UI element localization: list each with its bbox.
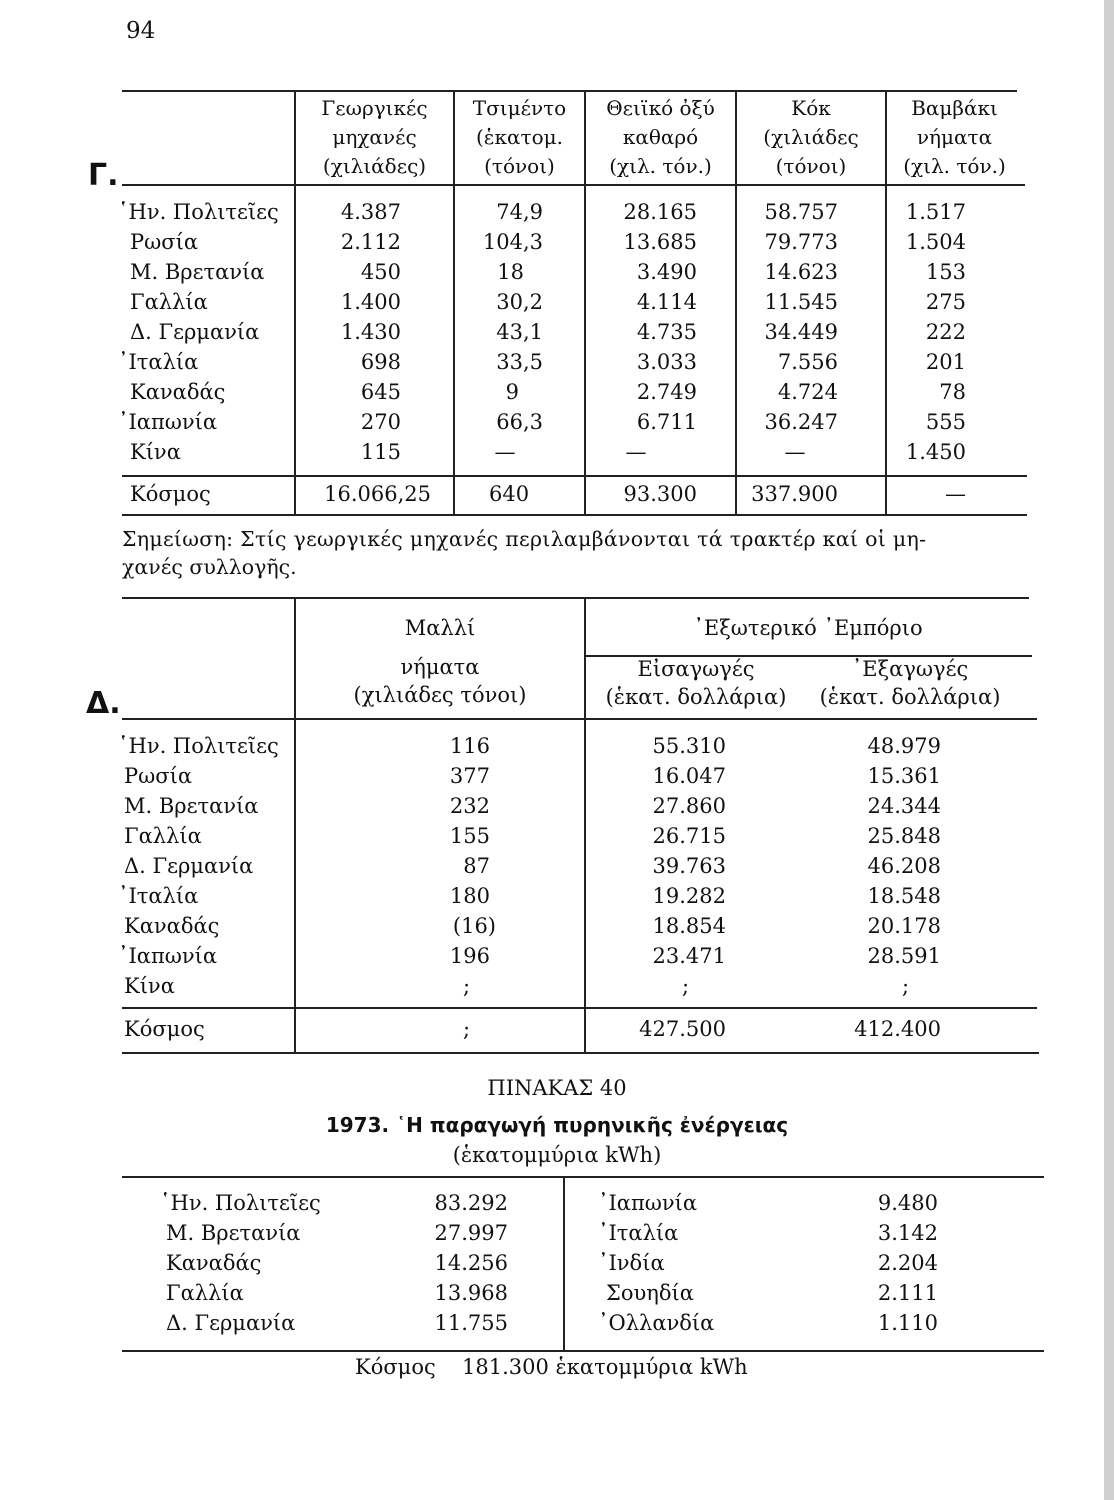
section-label-d: Δ. — [86, 686, 121, 721]
cell-exports: ; — [902, 974, 910, 998]
row-country: Καναδάς — [124, 914, 220, 938]
bottom-rule — [122, 1052, 1039, 1054]
cell-cotton-yarn: 1.450 — [905, 440, 966, 464]
total-sulfuric-acid: 93.300 — [623, 482, 697, 506]
cell-exports: 28.591 — [867, 944, 941, 968]
row-country: Κίνα — [130, 440, 181, 464]
cell-cement: 18 — [497, 260, 524, 284]
cell-exports: 18.548 — [867, 884, 941, 908]
right-country: ᾿Ιαπωνία — [598, 1191, 698, 1215]
row-country: ᾿Ιταλία — [118, 884, 199, 908]
cell-imports: 18.854 — [652, 914, 726, 938]
left-country: Δ. Γερμανία — [166, 1311, 296, 1335]
left-country: Καναδάς — [166, 1251, 262, 1275]
cell-cotton-yarn: 275 — [925, 290, 966, 314]
right-value: 9.480 — [877, 1191, 938, 1215]
col-divider — [563, 1176, 565, 1352]
cell-machinery: 2.112 — [340, 230, 401, 254]
cell-cotton-yarn: 1.517 — [905, 200, 966, 224]
cell-sulfuric-acid: 28.165 — [623, 200, 697, 224]
cell-sulfuric-acid: 4.114 — [636, 290, 697, 314]
cell-imports: 23.471 — [652, 944, 726, 968]
row-country: Δ. Γερμανία — [130, 320, 260, 344]
cell-imports: 19.282 — [652, 884, 726, 908]
header-rule — [122, 184, 1025, 186]
row-country: Κίνα — [124, 974, 175, 998]
cell-wool: 87 — [463, 854, 490, 878]
note-line: Σημείωση: Στίς γεωργικές μηχανές περιλαμβάνονται τά τρακτέρ καί οἱ μη- — [122, 527, 927, 551]
cell-sulfuric-acid: 4.735 — [636, 320, 697, 344]
row-country: Ρωσία — [130, 230, 199, 254]
cell-sulfuric-acid: — — [625, 440, 647, 464]
table-title: 1973. ῾Η παραγωγή πυρηνικῆς ἐνέργειας — [325, 1113, 789, 1137]
cell-wool: 155 — [449, 824, 490, 848]
imports-unit: (ἑκατ. δολλάρια) — [605, 685, 787, 709]
exports-unit: (ἑκατ. δολλάρια) — [819, 685, 1001, 709]
left-country: Γαλλία — [166, 1281, 244, 1305]
cell-wool: 377 — [449, 764, 490, 788]
row-country: ᾿Ιαπωνία — [118, 410, 218, 434]
cell-sulfuric-acid: 13.685 — [623, 230, 697, 254]
cell-machinery: 698 — [360, 350, 401, 374]
cell-coke: — — [784, 440, 806, 464]
left-value: 83.292 — [434, 1191, 508, 1215]
trade-header: ᾿Εξωτερικό ᾿Εμπόριο — [693, 616, 923, 640]
left-value: 27.997 — [434, 1221, 508, 1245]
cell-imports: 16.047 — [652, 764, 726, 788]
page-edge-shadow — [1104, 0, 1114, 1500]
cell-machinery: 115 — [360, 440, 401, 464]
cell-coke: 36.247 — [764, 410, 838, 434]
row-country: Μ. Βρετανία — [130, 260, 265, 284]
cell-wool: 232 — [449, 794, 490, 818]
imports-header: Εἰσαγωγές — [637, 657, 755, 681]
row-country: ῾Ην. Πολιτεῖες — [118, 734, 279, 758]
cell-coke: 4.724 — [777, 380, 838, 404]
world-value: 181.300 ἑκατομμύρια kWh — [462, 1355, 748, 1379]
cell-cement: — — [494, 440, 516, 464]
right-value: 2.111 — [877, 1281, 938, 1305]
total-rule — [122, 1007, 1037, 1009]
cell-machinery: 1.400 — [340, 290, 401, 314]
left-country: Μ. Βρετανία — [166, 1221, 301, 1245]
cell-exports: 24.344 — [867, 794, 941, 818]
cell-machinery: 1.430 — [340, 320, 401, 344]
note-line: χανές συλλογῆς. — [122, 555, 297, 579]
cell-machinery: 4.387 — [340, 200, 401, 224]
cell-cement: 30,2 — [496, 290, 543, 314]
total-wool: ; — [463, 1017, 471, 1041]
cell-imports: 26.715 — [652, 824, 726, 848]
cell-cotton-yarn: 555 — [925, 410, 966, 434]
row-country: Καναδάς — [130, 380, 226, 404]
row-country: ῾Ην. Πολιτεῖες — [118, 200, 279, 224]
cell-coke: 58.757 — [764, 200, 838, 224]
cell-imports: 39.763 — [652, 854, 726, 878]
right-country: ᾿Ολλανδία — [598, 1311, 715, 1335]
cell-imports: ; — [682, 974, 690, 998]
cell-coke: 79.773 — [764, 230, 838, 254]
total-label: Κόσμος — [124, 1017, 205, 1041]
total-cotton-yarn: — — [945, 482, 966, 506]
row-country: Μ. Βρετανία — [124, 794, 259, 818]
cell-cotton-yarn: 222 — [925, 320, 966, 344]
cell-cotton-yarn: 201 — [925, 350, 966, 374]
cell-sulfuric-acid: 3.033 — [636, 350, 697, 374]
cell-coke: 14.623 — [764, 260, 838, 284]
right-country: ᾿Ιταλία — [598, 1221, 679, 1245]
wool-header-title: Μαλλί — [404, 616, 476, 640]
column-header-cement: Τσιμέντο (ἑκατομ. (τόνοι) — [472, 96, 567, 178]
row-country: ᾿Ιταλία — [118, 350, 199, 374]
cell-wool: 116 — [449, 734, 490, 758]
left-country: ῾Ην. Πολιτεῖες — [160, 1191, 321, 1215]
total-imports: 427.500 — [639, 1017, 726, 1041]
section-label-g: Γ. — [88, 158, 119, 193]
wool-header-sub: νήματα — [400, 655, 480, 679]
column-header-sulfuric-acid: Θειϊκό ὀξύ καθαρό (χιλ. τόν.) — [606, 96, 715, 178]
row-country: ᾿Ιαπωνία — [118, 944, 218, 968]
top-rule — [122, 90, 1017, 92]
cell-sulfuric-acid: 2.749 — [636, 380, 697, 404]
page-number: 94 — [126, 18, 156, 44]
cell-coke: 11.545 — [764, 290, 838, 314]
right-value: 2.204 — [877, 1251, 938, 1275]
cell-exports: 20.178 — [867, 914, 941, 938]
right-country: ᾿Ινδία — [598, 1251, 665, 1275]
top-rule — [122, 1176, 1044, 1178]
cell-machinery: 450 — [360, 260, 401, 284]
cell-machinery: 270 — [360, 410, 401, 434]
row-country: Δ. Γερμανία — [124, 854, 254, 878]
total-cement: 640 — [489, 482, 530, 506]
total-rule — [122, 475, 1027, 477]
row-country: Ρωσία — [124, 764, 193, 788]
column-header-machinery: Γεωργικές μηχανές (χιλιάδες) — [321, 96, 428, 178]
wool-header-unit: (χιλιάδες τόνοι) — [353, 683, 527, 707]
row-country: Γαλλία — [130, 290, 208, 314]
cell-cement: 9 — [505, 380, 519, 404]
right-country: Σουηδία — [606, 1281, 694, 1305]
cell-cotton-yarn: 78 — [939, 380, 966, 404]
left-value: 13.968 — [434, 1281, 508, 1305]
cell-wool: ; — [463, 974, 471, 998]
cell-sulfuric-acid: 3.490 — [636, 260, 697, 284]
right-value: 3.142 — [877, 1221, 938, 1245]
bottom-rule — [122, 514, 1027, 516]
cell-imports: 55.310 — [652, 734, 726, 758]
cell-cement: 104,3 — [482, 230, 543, 254]
cell-wool: 196 — [449, 944, 490, 968]
left-value: 11.755 — [434, 1311, 508, 1335]
header-rule — [122, 718, 1037, 720]
total-label: Κόσμος — [130, 482, 211, 506]
table-heading: ΠΙΝΑΚΑΣ 40 — [487, 1076, 627, 1100]
cell-exports: 48.979 — [867, 734, 941, 758]
column-header-cotton-yarn: Βαμβάκι νήματα (χιλ. τόν.) — [903, 96, 1006, 178]
total-machinery: 16.066,25 — [324, 482, 431, 506]
cell-exports: 25.848 — [867, 824, 941, 848]
total-coke: 337.900 — [751, 482, 838, 506]
cell-cement: 74,9 — [496, 200, 543, 224]
cell-wool: 180 — [449, 884, 490, 908]
total-exports: 412.400 — [854, 1017, 941, 1041]
cell-exports: 46.208 — [867, 854, 941, 878]
cell-sulfuric-acid: 6.711 — [636, 410, 697, 434]
row-country: Γαλλία — [124, 824, 202, 848]
cell-imports: 27.860 — [652, 794, 726, 818]
cell-cement: 66,3 — [496, 410, 543, 434]
cell-coke: 34.449 — [764, 320, 838, 344]
cell-cotton-yarn: 153 — [925, 260, 966, 284]
table-unit: (ἑκατομμύρια kWh) — [452, 1143, 662, 1167]
cell-coke: 7.556 — [777, 350, 838, 374]
column-header-coke: Κόκ (χιλιάδες (τόνοι) — [763, 96, 859, 178]
cell-machinery: 645 — [360, 380, 401, 404]
cell-cotton-yarn: 1.504 — [905, 230, 966, 254]
top-rule — [122, 597, 1029, 599]
cell-exports: 15.361 — [867, 764, 941, 788]
left-value: 14.256 — [434, 1251, 508, 1275]
world-label: Κόσμος — [355, 1355, 436, 1379]
cell-cement: 33,5 — [496, 350, 543, 374]
cell-wool: (16) — [452, 914, 496, 938]
cell-cement: 43,1 — [496, 320, 543, 344]
exports-header: ᾿Εξαγωγές — [851, 657, 969, 681]
right-value: 1.110 — [877, 1311, 938, 1335]
